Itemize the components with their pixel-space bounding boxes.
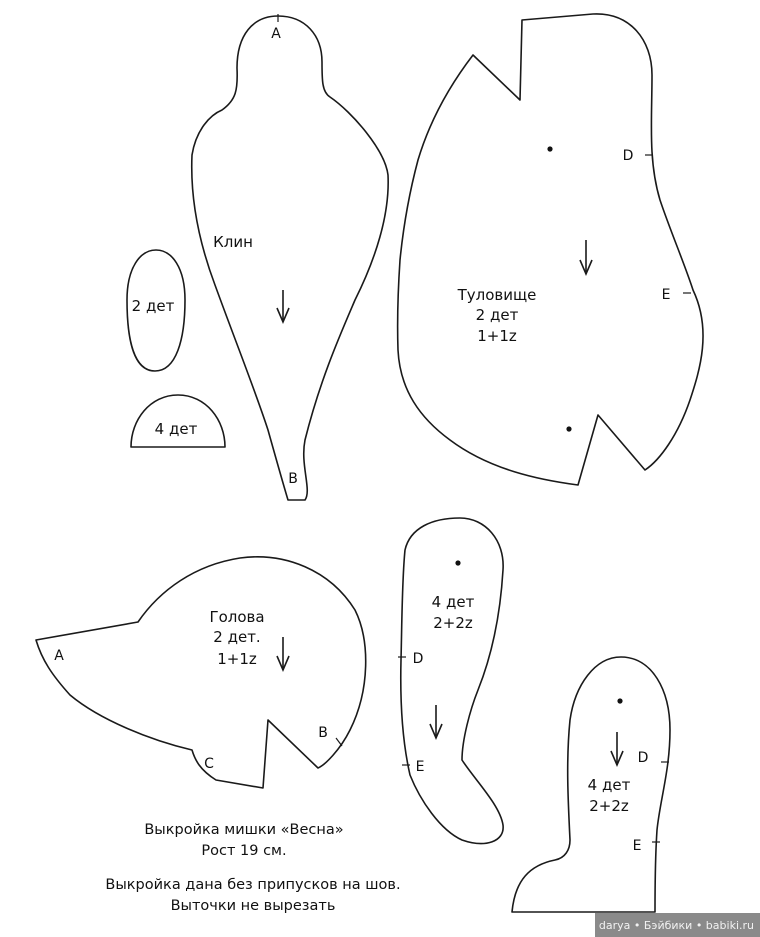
head-mark-c: C: [204, 756, 214, 772]
arm-piece: [398, 518, 503, 844]
leg-formula: 2+2z: [589, 797, 629, 815]
caption-title: Выкройка мишки «Весна»: [144, 822, 344, 838]
arm-formula: 2+2z: [433, 614, 473, 632]
arm-grain-arrow: [430, 705, 442, 738]
torso-name: Туловище: [457, 286, 537, 304]
leg-piece: [512, 657, 670, 912]
head-count: 2 дет.: [213, 628, 261, 646]
head-name: Голова: [209, 608, 265, 626]
arm-count: 4 дет: [431, 593, 475, 611]
head-mark-a: A: [54, 648, 64, 664]
head-formula: 1+1z: [217, 650, 257, 668]
torso-count: 2 дет: [475, 306, 519, 324]
torso-dot-top: [547, 146, 552, 151]
oval-piece: [127, 250, 185, 371]
watermark-text: darya • Бэйбики • babiki.ru: [598, 919, 754, 932]
klin-grain-arrow: [277, 290, 289, 322]
half-piece: [131, 395, 225, 447]
torso-grain-arrow: [580, 240, 592, 274]
caption-block: [105, 822, 400, 914]
torso-outline: [398, 14, 703, 485]
head-piece: [36, 557, 366, 788]
torso-mark-d: D: [622, 148, 634, 164]
leg-dot: [617, 698, 622, 703]
arm-dot: [455, 560, 460, 565]
leg-mark-e: E: [632, 838, 642, 854]
klin-mark-b: B: [288, 471, 298, 487]
head-outline: [36, 557, 366, 788]
caption-note-darts: Выточки не вырезать: [170, 898, 336, 914]
leg-mark-d: D: [637, 750, 649, 766]
klin-mark-a: A: [271, 26, 281, 42]
half-count: 4 дет: [154, 420, 198, 438]
arm-outline: [401, 518, 503, 844]
leg-count: 4 дет: [587, 776, 631, 794]
oval-count: 2 дет: [131, 297, 175, 315]
arm-mark-e: E: [415, 759, 425, 775]
klin-name: Клин: [213, 233, 253, 251]
caption-note-seam: Выкройка дана без припусков на шов.: [105, 877, 401, 893]
leg-grain-arrow: [611, 732, 623, 765]
torso-formula: 1+1z: [477, 327, 517, 345]
torso-mark-e: E: [661, 287, 671, 303]
torso-piece: [398, 14, 703, 485]
caption-height: Рост 19 см.: [201, 843, 287, 859]
torso-dot-bottom: [566, 426, 571, 431]
head-tick-b: [336, 738, 342, 746]
arm-mark-d: D: [412, 651, 424, 667]
head-grain-arrow: [277, 637, 289, 670]
head-mark-b: B: [318, 725, 328, 741]
